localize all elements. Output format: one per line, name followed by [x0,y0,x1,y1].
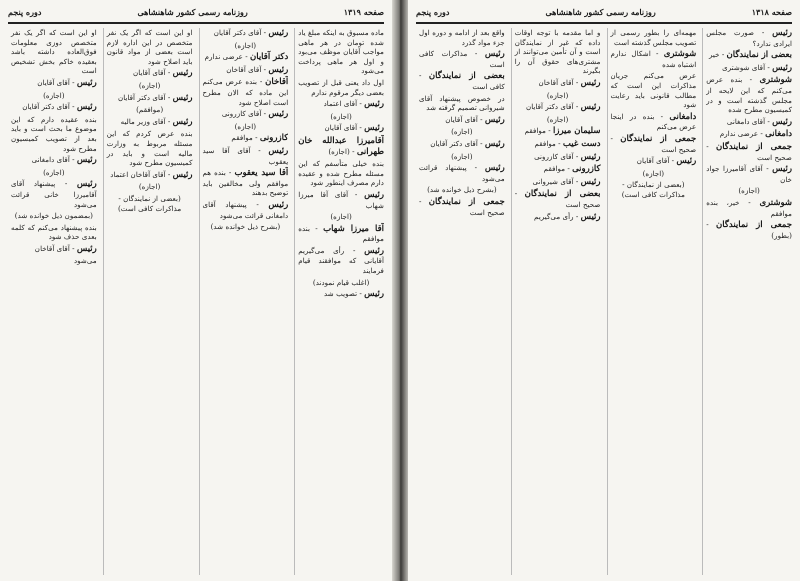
text-column [199,28,289,575]
speaker-name: رئیس [772,28,792,38]
paragraph [419,49,505,69]
paragraph-text: - آقای آقایان [132,68,171,78]
speaker-name: بعضی از نمایندگان [428,71,505,82]
paragraph [11,256,97,266]
paragraph-text: او این است که اگر یک نفر متخصص در این اداره لازم است بعضی از مواد قانون باید اصلاح شود [106,28,193,66]
speaker-name: بعضی از نمایندگان [726,50,792,61]
speaker-name: رئیس [772,116,792,127]
speaker-name: رئیس [364,289,384,300]
paragraph-text: - (بطور) [706,220,792,240]
speaker-name: جمعی از نمایندگان [620,133,697,144]
paragraph-text: ماده مسبوق به اینکه مبلغ یاد شده تومان در هر ماهی مواجب آقایان موظف می‌بود و اول هر ماهی پرداخت می‌شود [298,28,384,76]
paragraph [11,28,97,76]
speaker-name: آقامیرزا عبدالله خان طهرانی [298,135,384,157]
paragraph-text: - بنده هم موافقم ولی مخالفین باید توضیح بدهند [202,168,289,198]
paragraph [515,152,601,163]
speaker-name: رئیس [484,114,505,125]
paragraph [203,28,289,39]
speaker-name: رئیس [364,99,384,110]
paragraph [298,190,384,210]
text-columns [416,28,792,575]
paragraph [515,139,601,150]
paragraph [611,112,697,132]
paragraph-text: - آقای کازرونی [534,151,579,161]
paragraph-text: (اجازه) [234,40,257,50]
text-column [294,28,384,575]
paragraph-text: می‌شود [73,256,97,266]
paragraph [298,28,384,76]
paragraph-text: - آقای آقایان [636,156,675,166]
paragraph [706,129,792,140]
speaker-name: رئیس [76,155,97,166]
paragraph [515,189,601,209]
paragraph-text: - بنده در اینجا عرض می‌کنم [610,111,697,132]
paragraph [203,52,289,63]
paragraph [298,112,384,122]
paragraph-text: (اغلب قیام نمودند) [312,277,370,287]
speaker-name: رئیس [364,189,384,200]
newspaper-title: روزنامه رسمی کشور شاهنشاهی [545,7,656,17]
paragraph [107,28,193,66]
paragraph-text: - صورت مجلس ایرادی ندارد؟ [706,28,792,48]
paragraph [611,134,697,154]
speaker-name: شوشتری [759,75,792,86]
paragraph-text: - عرضی ندارم [204,52,248,62]
paragraph-text: (اجازه) [451,127,473,137]
paragraph [419,115,505,126]
speaker-name: رئیس [484,163,505,174]
paragraph [203,122,289,132]
paragraph-text: - بنده عرض می‌کنم که این لایحه از مجلس گذشته است و در کمیسیون مطرح شده [706,75,792,115]
speaker-name: جمعی از نمایندگان [428,196,505,207]
paragraph [107,194,193,213]
paragraph [203,41,289,51]
paragraph [419,163,505,183]
paragraph [11,102,97,113]
speaker-name: جمعی از نمایندگان [716,141,792,152]
paragraph [515,28,601,76]
paragraph [11,115,97,153]
paragraph [515,115,601,125]
paragraph [515,126,601,137]
speaker-name: رئیس [676,156,697,167]
paragraph-text: - آقای آقایان [445,114,483,124]
paragraph-text: - پیشنهاد آقای دامغانی قرائت می‌شود [202,199,289,220]
speaker-name: رئیس [268,199,289,210]
paragraph [611,71,697,109]
paragraph [611,156,697,167]
text-column [702,28,792,575]
page-number: صفحه ۱۳۱۸ [751,7,792,17]
speaker-name: آقا سید یعقوب [234,168,289,179]
paragraph-text: - موافقم [524,126,551,136]
paragraph-text: - خیر، بنده موافقم [706,197,792,218]
paragraph-text: عرض می‌کنم جریان مذاکرات این است که مطالب قانونی باید رعایت شود [610,71,697,110]
paragraph-text: - عرضی ندارم [719,129,763,139]
paragraph-text: - صحیح است [419,196,505,217]
paragraph [298,246,384,276]
paragraph [298,123,384,134]
paragraph [11,155,97,166]
paragraph-text: - صحیح است [610,133,697,154]
header-rule [8,22,384,24]
text-column [103,28,193,575]
paragraph [419,139,505,150]
paragraph-text: - آقای آقاخان [34,243,75,253]
paragraph-text: - موافقم [231,133,258,143]
newspaper-title: روزنامه رسمی کشور شاهنشاهی [137,7,248,17]
text-column [416,28,505,575]
paragraph-text: (موافقم) [136,105,164,115]
paragraph-text: - صحیح است [514,189,601,209]
paragraph-text: - آقای دکتر آقایان [213,28,267,37]
speaker-name: آقا میرزا شهاب [323,223,384,234]
paragraph-text: و اما مقدمه با توجه اوقات داده که غیر از نمایندگان است و آن تأمین می‌توانند از مشتری‌های حقوق آن را بگیرند [514,28,601,76]
speaker-name: رئیس [772,62,792,73]
speaker-name: بعضی از نمایندگان [524,189,601,200]
paragraph-text: (اجازه) [138,182,161,192]
page-number: صفحه ۱۳۱۹ [343,7,384,17]
paragraph [419,71,505,91]
paragraph-text: - آقای دامغانی [31,155,75,165]
speaker-name: رئیس [484,49,505,60]
paragraph-text: (بمضمون ذیل خوانده شد) [14,211,93,221]
speaker-name: رئیس [580,77,601,88]
speaker-name: رئیس [76,243,97,254]
paragraph [298,99,384,110]
text-column [511,28,601,575]
paragraph-text: - موافقم [534,138,561,148]
paragraph [203,200,289,220]
speaker-name: رئیس [772,164,792,175]
paragraph [11,168,97,178]
paragraph-text: - آقای آقاخان [226,64,267,74]
page-header [8,4,384,20]
paragraph-text: - آقای دکتر آقایان [117,92,171,102]
paragraph-text: - رأی می‌گیریم آقایانی که موافقند قیام فرمایند [298,245,384,276]
paragraph [706,117,792,128]
speaker-name: آقاخان [265,77,289,88]
paragraph-text: - رأی می‌گیریم [534,211,579,221]
paragraph [107,81,193,91]
period-label: دوره پنجم [8,7,42,17]
speaker-name: سلیمان میرزا [553,126,601,137]
paragraph [203,65,289,76]
speaker-name: کازرونی [259,133,289,144]
paragraph [515,102,601,113]
paragraph [515,164,601,175]
paragraph-text: - آقای آقایان [324,123,362,133]
text-columns [8,28,384,575]
paragraph-text: - آقای شیروانی [532,176,579,186]
paragraph [515,78,601,89]
paragraph-text: - بنده موافقم [298,223,384,244]
paragraph [203,77,289,107]
paragraph [203,146,289,166]
paragraph-text: اول داد یعنی قبل از تصویب بعضی دیگر مرقوم ندارم [298,77,384,97]
paragraph [107,117,193,128]
paragraph-text: (بشرح ذیل خوانده شد) [210,222,281,232]
paragraph-text: (اجازه) [138,80,161,90]
paragraph-text: بنده عقیده دارم که این موضوع ما بحث است و باید بعد از تصویب کمیسیون مطرح شود [11,114,97,153]
paragraph-text: - پیشنهاد قرائت می‌شود [419,163,505,183]
paragraph [107,129,193,167]
paragraph-text: (اجازه) [330,111,352,121]
speaker-name: دست غیب [562,138,601,149]
speaker-name: رئیس [580,211,601,222]
paragraph-text: - آقای وزیر مالیه [120,116,171,126]
paragraph-text: - آقای کازرونی [221,109,267,119]
paragraph [419,152,505,162]
speaker-name: رئیس [76,77,97,88]
paragraph [107,170,193,181]
paragraph-text: در خصوص پیشنهاد آقای شیروانی تصمیم گرفته شد [419,93,505,113]
paragraph [419,28,505,47]
speaker-name: دامغانی [669,111,697,122]
paragraph-text: - پیشنهاد آقای آقامیرزا خانی قرائت می‌شود [11,179,97,209]
paragraph-text: - موافقم [543,164,570,174]
paragraph [706,75,792,114]
paragraph [298,224,384,244]
paragraph-text: (اجازه) [642,168,665,178]
paragraph [298,159,384,188]
paragraph [203,222,289,232]
paragraph [298,78,384,97]
paragraph-text: - آقای آقامیرزا جواد خان [706,164,792,184]
paragraph-text: (اجازه) [546,114,569,124]
paragraph-text: - آقای شوشتری [722,62,770,72]
paragraph [11,91,97,101]
speaker-name: رئیس [268,28,289,38]
paragraph-text: - صحیح است [706,141,792,162]
paragraph [706,28,792,48]
paragraph-text: (اجازه) [43,167,65,177]
paragraph-text: بنده پیشنهاد می‌کنم که کلمه بعدی حذف شود [11,222,97,242]
speaker-name: رئیس [484,138,505,149]
speaker-name: دکتر آقایان [249,52,289,63]
paragraph-text: - آقای آقا سید یعقوب [202,145,289,166]
paragraph-text: - آقای دکتر آقایان [525,102,579,112]
paragraph-text: - تصویب شد [324,289,362,299]
paragraph [419,185,505,195]
paragraph-text: - آقای آقاخان [538,77,579,87]
speaker-name: رئیس [172,116,193,127]
speaker-name: دامغانی [765,129,792,140]
paragraph-text: - بنده عرض می‌کنم این ماده که الان مطرح است اصلاح شود [202,77,289,107]
paragraph-text: (بشرح ذیل خوانده شد) [427,185,497,195]
paragraph [203,133,289,144]
speaker-name: رئیس [76,179,97,190]
paragraph [706,186,792,196]
paragraph [706,198,792,218]
paragraph [298,278,384,288]
paragraph [706,164,792,184]
paragraph-text: - خیر [708,50,725,60]
page-gutter [392,0,408,581]
paragraph-text: - آقای دکتر آقایان [430,138,483,148]
speaker-name: رئیس [268,64,289,75]
paragraph [298,136,384,157]
speaker-name: رئیس [580,176,601,187]
speaker-name: رئیس [268,109,289,120]
paragraph [611,180,697,199]
paragraph [515,177,601,188]
paragraph [11,223,97,242]
paragraph-text: (بعضی از نمایندگان - مذاکرات کافی است) [117,193,182,213]
paragraph-text: - کافی است [419,71,505,91]
paragraph [611,169,697,179]
paragraph [515,91,601,101]
page-header [416,4,792,20]
paragraph [107,182,193,192]
period-label: دوره پنجم [416,7,450,17]
paragraph-text: - مذاکرات کافی است [419,49,505,69]
paragraph [706,220,792,240]
speaker-name: رئیس [172,68,193,79]
speaker-name: رئیس [172,92,193,103]
speaker-name: رئیس [268,145,289,156]
speaker-name: شوشتری [759,197,792,208]
paragraph-text: (اجازه) [234,121,257,131]
paragraph-text: - آقای اعتماد [323,99,362,109]
paragraph-text: (بعضی از نمایندگان - مذاکرات کافی است) [621,180,685,199]
paragraph [706,142,792,162]
paragraph-text: - آقای دامغانی [726,116,770,126]
paragraph [706,63,792,74]
paragraph [515,212,601,223]
paragraph [107,105,193,115]
paragraph-text: - آقای دکتر آقایان [22,102,75,112]
paragraph [419,94,505,113]
paragraph [298,289,384,300]
paragraph-text: - اشکال ندارم اشتباه شده [610,49,697,69]
paragraph [11,244,97,255]
newspaper-page-left [0,0,392,581]
paragraph [419,197,505,217]
speaker-name: شوشتری [663,49,697,60]
paragraph [706,50,792,61]
paragraph [11,211,97,221]
speaker-name: رئیس [580,102,601,113]
paragraph [203,168,289,198]
speaker-name: جمعی از نمایندگان [716,220,792,231]
speaker-name: رئیس [364,123,384,134]
paragraph [11,179,97,209]
paragraph [203,109,289,120]
paragraph [611,49,697,69]
paragraph-text: (اجازه) [546,90,569,100]
speaker-name: رئیس [172,169,193,180]
paragraph-text: - (اجازه) [328,146,355,156]
speaker-name: رئیس [580,151,601,162]
paragraph-text: (اجازه) [330,212,352,222]
header-rule [416,22,792,24]
paragraph [419,127,505,137]
paragraph-text: (اجازه) [738,186,760,196]
paragraph [611,28,697,47]
paragraph-text: - آقای آقا میرزا شهاب [298,189,384,210]
paragraph [298,212,384,222]
text-column [607,28,697,575]
paragraph-text: - آقای آقایان [37,77,75,87]
speaker-name: رئیس [364,245,384,256]
paragraph [107,68,193,79]
speaker-name: رئیس [76,102,97,113]
paragraph-text: مهمه‌ای را بطور رسمی از تصویب مجلس گذشته است [610,28,697,47]
speaker-name: کازرونی [572,164,601,175]
paragraph [11,78,97,89]
paragraph-text: (اجازه) [451,151,473,161]
text-column [8,28,97,575]
paragraph [107,93,193,104]
newspaper-page-right [408,0,800,581]
paragraph-text: بنده خیلی متأسفم که این مسئله مطرح شده و عقیده دارم مصرف اینطور شود [298,159,384,188]
paragraph-text: (اجازه) [43,90,65,100]
paragraph-text: - آقای آقاخان اعتماد [110,169,171,179]
paragraph-text: او این است که اگر یک نفر متخصص دوزی معلومات فوق‌العاده داشته باشد بعقیده خاکم بخش تشخیص است [11,28,97,76]
paragraph-text: واقع بعد از ادامه و دوره اول جزء مواد گذرد [419,28,505,47]
paragraph-text: بنده عرض کردم که این مسئله مربوط به وزارت مالیه است و باید در کمیسیون مطرح شود [106,129,193,168]
